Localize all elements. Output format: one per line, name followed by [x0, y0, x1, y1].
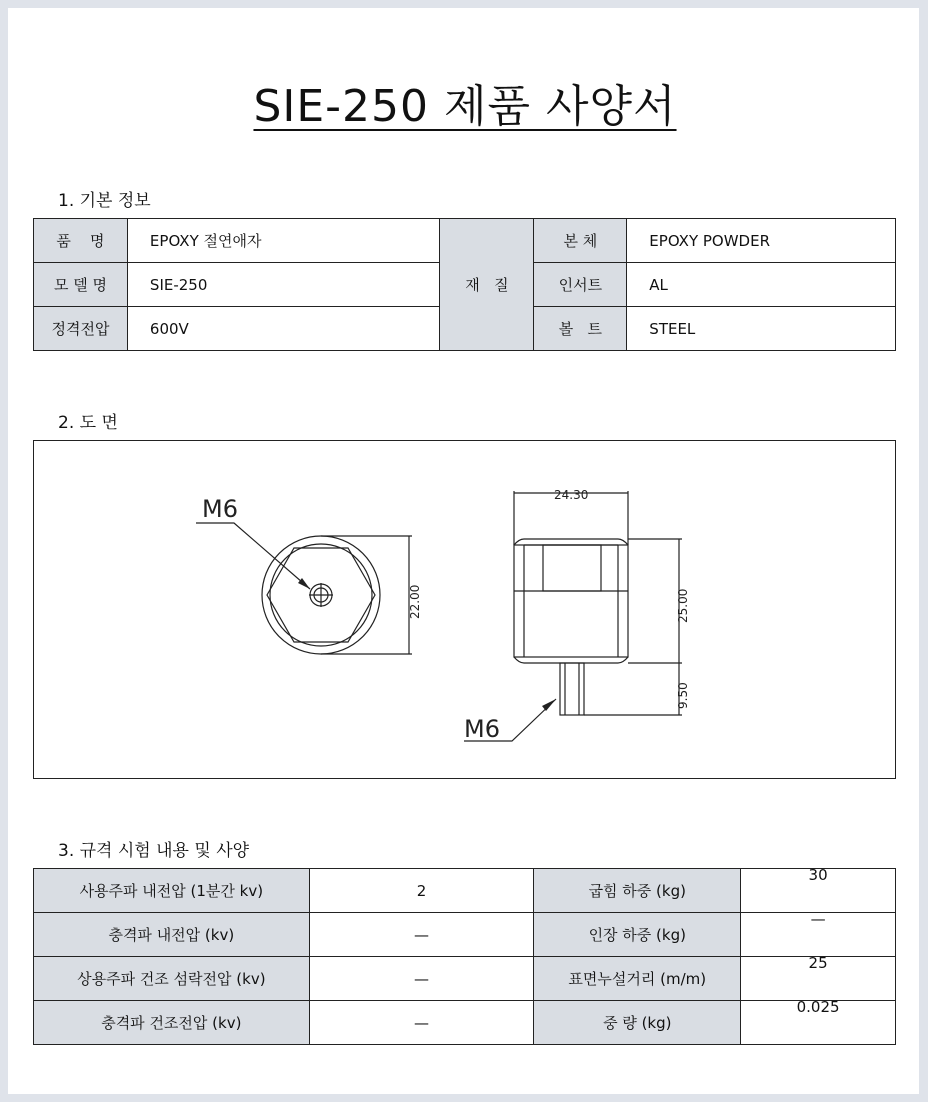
spec-value-text: 25: [808, 954, 828, 972]
dim-25-00-label: 25.00: [676, 588, 690, 623]
spec-label: 중 량 (kg): [534, 1001, 741, 1045]
rated-voltage-label: 정격전압: [34, 307, 128, 351]
title-text: SIE-250 제품 사양서: [253, 81, 677, 132]
spec-label: 인장 하중 (kg): [534, 913, 741, 957]
section-drawing-heading: 2. 도 면: [58, 413, 118, 433]
body-label: 본 체: [534, 219, 627, 263]
spec-label: 상용주파 건조 섬락전압 (kv): [34, 957, 310, 1001]
spec-value: [741, 866, 896, 913]
model-name-label: 모 델 명: [34, 263, 128, 307]
table-row: [34, 219, 896, 263]
spec-value: —: [309, 1001, 534, 1045]
spec-value: [741, 954, 896, 1001]
spec-label: 사용주파 내전압 (1분간 kv): [34, 869, 310, 913]
section-basic-info-heading: 1. 기본 정보: [58, 191, 151, 211]
dim-9-50-label: 9.50: [676, 682, 690, 709]
table-row: [34, 869, 896, 913]
spec-label: 굽힘 하중 (kg): [534, 869, 741, 913]
spec-value-text: 30: [808, 866, 828, 884]
spec-label: 충격파 건조전압 (kv): [34, 1001, 310, 1045]
technical-drawing-frame: [33, 440, 896, 779]
insert-label: 인서트: [534, 263, 627, 307]
bolt-value: STEEL: [627, 307, 896, 351]
leader-arrow-bottom: [542, 699, 556, 711]
spec-value: [741, 910, 896, 957]
table-row: [34, 1001, 896, 1045]
m6-label-bottom: M6: [464, 715, 500, 743]
rated-voltage-value: 600V: [127, 307, 440, 351]
spec-value-text: 0.025: [796, 998, 840, 1016]
basic-info-table: [33, 218, 896, 351]
bolt-label: 볼 트: [534, 307, 627, 351]
spec-value-text: —: [810, 910, 826, 928]
m6-label-top: M6: [202, 495, 238, 523]
product-name-value: EPOXY 절연애자: [127, 219, 440, 263]
spec-label: 충격파 내전압 (kv): [34, 913, 310, 957]
insulator-body: [514, 545, 628, 657]
dim-24-30-label: 24.30: [554, 488, 589, 502]
table-row: [34, 913, 896, 957]
product-name-label: 품 명: [34, 219, 128, 263]
spec-table: [33, 868, 896, 1045]
technical-drawing: [34, 441, 895, 778]
spec-value: —: [309, 957, 534, 1001]
bolt-stud: [560, 663, 584, 715]
spec-value: 2: [309, 869, 534, 913]
spec-value: —: [309, 913, 534, 957]
page-title: [0, 70, 928, 134]
spec-value: [741, 998, 896, 1045]
material-label: 재 질: [440, 219, 534, 351]
spec-label: 표면누설거리 (m/m): [534, 957, 741, 1001]
body-value: EPOXY POWDER: [627, 219, 896, 263]
table-row: [34, 957, 896, 1001]
model-name-value: SIE-250: [127, 263, 440, 307]
section-spec-heading: 3. 규격 시험 내용 및 사양: [58, 841, 250, 861]
dim-22-00-label: 22.00: [408, 584, 422, 619]
insert-value: AL: [627, 263, 896, 307]
